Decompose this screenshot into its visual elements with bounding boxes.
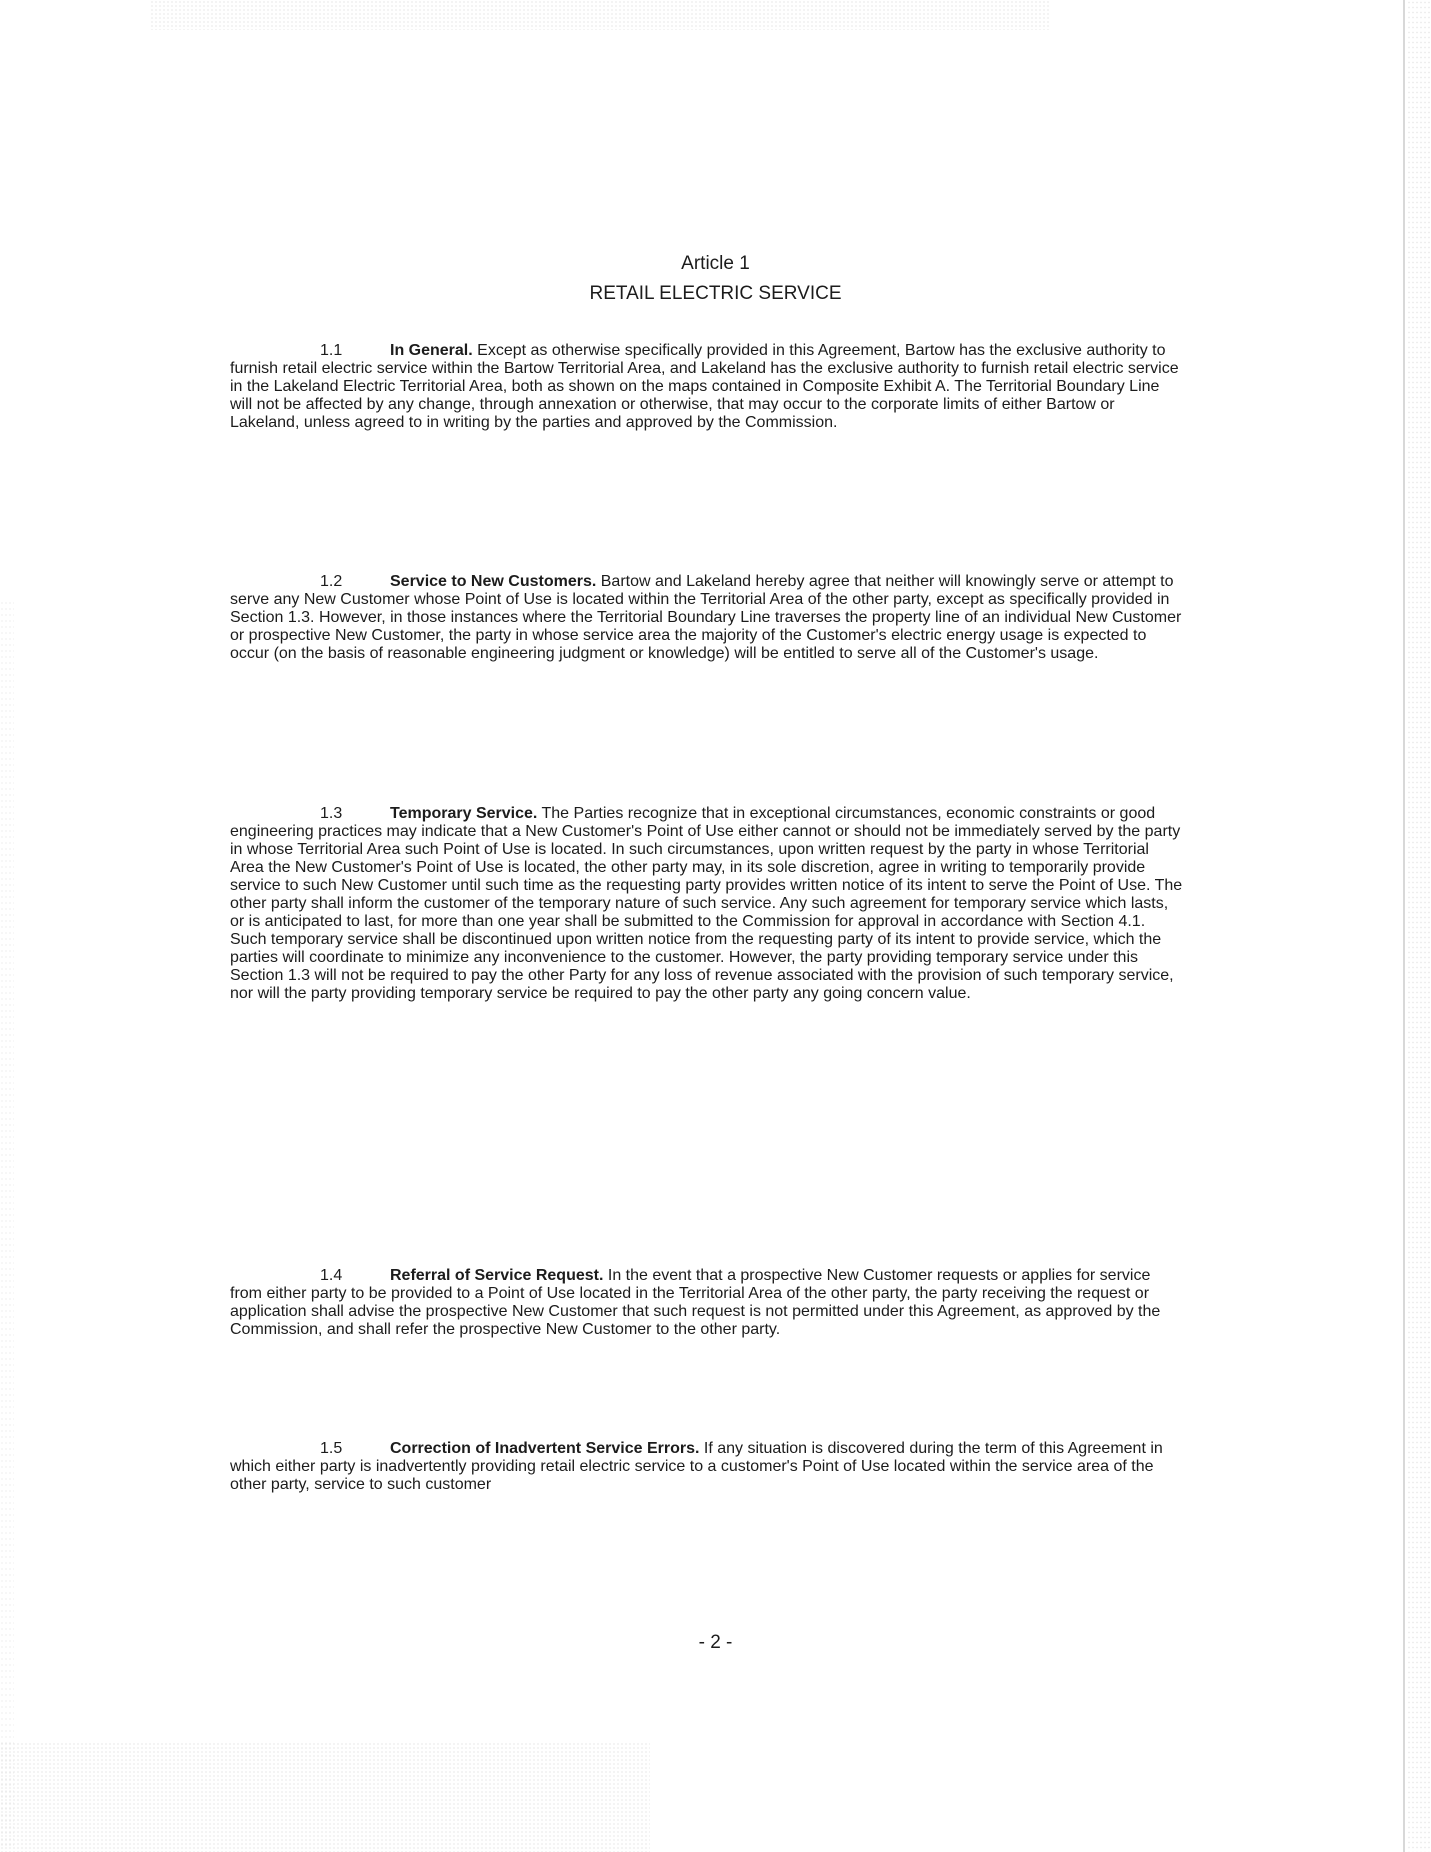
section-title: Referral of Service Request.	[390, 1267, 604, 1284]
section-title: Correction of Inadvertent Service Errors.	[390, 1440, 700, 1457]
section-number: 1.1	[320, 342, 343, 359]
section-number: 1.2	[320, 573, 343, 590]
scan-artifact-bottom	[0, 1742, 650, 1852]
section-1-5	[230, 1440, 1184, 1494]
section-1-4	[230, 1267, 1184, 1339]
section-text: In the event that a prospective New Customer requests or applies for service from either party to be provided to a Point of Use located in the Territorial Area of the other party, the party receiving the request or application shall advise the prospective New Customer that such request is not permitted under this Agreement, as approved by the Commission, and shall refer the prospective New Customer to the other party.	[230, 1267, 1161, 1338]
section-text: If any situation is discovered during the term of this Agreement in which either party is inadvertently providing retail electric service to a customer's Point of Use located within the service area of the other party, service to such customer	[230, 1440, 1163, 1493]
section-title: Temporary Service.	[390, 805, 538, 822]
section-title: In General.	[390, 342, 473, 359]
article-number: Article 1	[681, 253, 750, 274]
section-number: 1.3	[320, 805, 343, 822]
section-number: 1.4	[320, 1267, 343, 1284]
section-number: 1.5	[320, 1440, 343, 1457]
article-title: RETAIL ELECTRIC SERVICE	[589, 283, 842, 304]
section-1-3	[230, 805, 1184, 1003]
section-text: The Parties recognize that in exceptional circumstances, economic constraints or good engineering practices may indicate that a New Customer's Point of Use either cannot or should not be immediately served by the party in whose Territorial Area such Point of Use is located. In such circumstances, upon written request by the party in whose Territorial Area the New Customer's Point of Use is located, the other party may, in its sole discretion, agree in writing to temporarily provide service to such New Customer until such time as the requesting party provides written notice of its intent to serve the Point of Use. The other party shall inform the customer of the temporary nature of such service. Any such agreement for temporary service which lasts, or is anticipated to last, for more than one year shall be submitted to the Commission for approval in accordance with Section 4.1. Such temporary service shall be discontinued upon written notice from the requesting party of its intent to provide service, which the parties will coordinate to minimize any inconvenience to the customer. However, the party providing temporary service under this Section 1.3 will not be required to pay the other Party for any loss of revenue associated with the provision of such temporary service, nor will the party providing temporary service be required to pay the other party any going concern value.	[230, 805, 1183, 1002]
section-title: Service to New Customers.	[390, 573, 597, 590]
section-1-2	[230, 573, 1184, 663]
scan-artifact-top	[150, 0, 1050, 30]
scan-artifact-left	[0, 600, 14, 1850]
page-number: - 2 -	[698, 1632, 733, 1653]
section-1-1	[230, 342, 1184, 432]
section-text: Bartow and Lakeland hereby agree that neither will knowingly serve or attempt to serve any New Customer whose Point of Use is located within the Territorial Area of the other party, except as specifically provided in Section 1.3. However, in those instances where the Territorial Boundary Line traverses the property line of an individual New Customer or prospective New Customer, the party in whose service area the majority of the Customer's electric energy usage is expected to occur (on the basis of reasonable engineering judgment or knowledge) will be entitled to serve all of the Customer's usage.	[230, 573, 1182, 662]
section-text: Except as otherwise specifically provided in this Agreement, Bartow has the exclusive authority to furnish retail electric service within the Bartow Territorial Area, and Lakeland has the exclusive authority to furnish retail electric service in the Lakeland Electric Territorial Area, both as shown on the maps contained in Composite Exhibit A. The Territorial Boundary Line will not be affected by any change, through annexation or otherwise, that may occur to the corporate limits of either Bartow or Lakeland, unless agreed to in writing by the parties and approved by the Commission.	[230, 342, 1179, 431]
